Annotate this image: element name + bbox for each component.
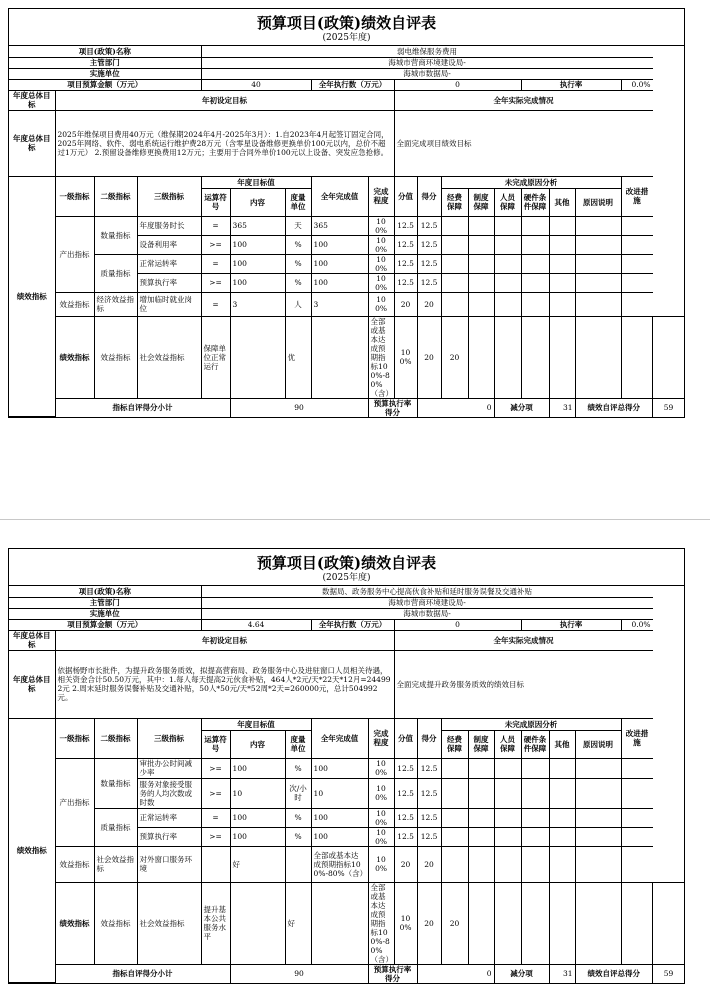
h-annual: 全年完成值: [311, 718, 368, 758]
project-name-label: 项目(政策)名称: [9, 46, 201, 57]
indicator-got: 20: [441, 316, 468, 398]
budget-value: 40: [201, 79, 311, 90]
h-score: 分值: [394, 176, 417, 216]
indicator-annual: 100: [311, 254, 368, 273]
budget-score-label: 预算执行率得分: [368, 964, 417, 983]
budget-label: 项目预算金额（万元）: [9, 619, 201, 630]
deduct-value: 31: [549, 964, 575, 983]
exec-label: 全年执行数（万元）: [311, 619, 394, 630]
indicator-annual: 100: [311, 758, 368, 778]
table-row: [9, 758, 684, 778]
project-name-label: 项目(政策)名称: [9, 586, 201, 597]
h-reason-hardware: 硬件条件保障: [521, 188, 549, 216]
output-label: 产出指标: [55, 758, 94, 846]
indicator-annual: 全部或基本达成预期指标100%-80%（含）: [368, 882, 394, 964]
indicator-unit: %: [285, 808, 311, 827]
h-level1: 一级指标: [55, 176, 94, 216]
h-level2: 二级指标: [94, 718, 137, 758]
h-op: 运算符号: [201, 188, 230, 216]
table-row: [9, 292, 684, 316]
indicator-score: 12.5: [394, 758, 417, 778]
exec-label: 全年执行数（万元）: [311, 79, 394, 90]
dept-value: 海城市营商环境建设局-: [201, 57, 652, 68]
actual-header: 全年实际完成情况: [394, 90, 652, 110]
h-reason-system: 制度保障: [468, 188, 494, 216]
evaluation-form-2: [8, 548, 685, 984]
rate-value: 0.0%: [621, 79, 652, 90]
plan-header: 年初设定目标: [55, 90, 394, 110]
perf-label: 绩效指标: [55, 882, 94, 964]
indicator-degree: 100%: [368, 216, 394, 235]
indicator-got: 12.5: [417, 273, 441, 292]
plan-text: 2025年维保项目费用40万元（维保期2024年4月-2025年3月）：1.自2023年4月起签订固定合同，2025年网络、软件、弱电系统运行维护费28万元（含零星设备维修更换单价100元以内，总价不超过1万元） 2.预留设备维修更换费用12万元；主要用于合同外单价100元以上设备、突发应急抢修。: [55, 110, 394, 176]
dept-label: 主管部门: [9, 57, 201, 68]
indicator-score: 20: [417, 316, 441, 398]
unit-label: 实施单位: [9, 68, 201, 79]
indicator-op: =: [201, 254, 230, 273]
evaluation-form-1: [8, 8, 685, 418]
goal-label: 年度总体目标: [9, 650, 55, 718]
indicator-degree: 100%: [368, 254, 394, 273]
indicator-unit: 天: [285, 216, 311, 235]
deduct-value: 31: [549, 398, 575, 417]
indicator-op: =: [201, 808, 230, 827]
indicator-degree: 100%: [394, 882, 417, 964]
indicator-annual: 10: [311, 778, 368, 808]
total-score-label: 绩效自评总得分: [575, 964, 652, 983]
unit-value: 海城市数据局-: [201, 608, 652, 619]
form-year: (2025年度): [9, 573, 684, 586]
indicator-annual: 100: [311, 235, 368, 254]
indicator-degree: 100%: [368, 778, 394, 808]
indicator-score: 12.5: [394, 273, 417, 292]
dept-label: 主管部门: [9, 597, 201, 608]
dept-value: 海城市营商环境建设局-: [201, 597, 652, 608]
indicator-unit: %: [285, 254, 311, 273]
actual-text: 全面完成提升政务服务质效的绩效目标: [394, 650, 652, 718]
indicator-got: 20: [441, 882, 468, 964]
indicator-content: 100: [230, 808, 285, 827]
indicator-got: 12.5: [417, 235, 441, 254]
indicator-got: 12.5: [417, 827, 441, 846]
budget-score-value: 0: [417, 398, 494, 417]
table-row: [9, 254, 684, 273]
benefit-label: 效益指标: [94, 316, 137, 398]
indicator-degree: 100%: [368, 808, 394, 827]
h-improve: 改进措施: [621, 718, 652, 758]
output-label: 产出指标: [55, 216, 94, 292]
indicator-annual: 100: [311, 808, 368, 827]
indicator-unit: [311, 316, 368, 398]
h-reason: 未完成原因分析: [441, 718, 621, 730]
h-unit: 度量单位: [285, 188, 311, 216]
indicator-op: [201, 846, 230, 882]
indicator-content: 好: [230, 846, 285, 882]
h-target: 年度目标值: [201, 718, 311, 730]
indicator-got: 12.5: [417, 758, 441, 778]
footer-row: [9, 964, 684, 983]
indicator-annual: 365: [311, 216, 368, 235]
indicator-score: 20: [394, 846, 417, 882]
project-name-value: 弱电维保服务费用: [201, 46, 652, 57]
indicator-degree: 100%: [368, 846, 394, 882]
h-reason-other: 其他: [549, 730, 575, 758]
h-content: 内容: [230, 188, 285, 216]
h-level2: 二级指标: [94, 176, 137, 216]
form-title: 预算项目(政策)绩效自评表: [256, 554, 437, 572]
indicator-score: 12.5: [394, 778, 417, 808]
qty-label: 数量指标: [94, 216, 137, 254]
h-improve: 改进措施: [621, 176, 652, 216]
indicator-annual: 100: [311, 827, 368, 846]
indicator-score: 20: [394, 292, 417, 316]
total-score-label: 绩效自评总得分: [575, 398, 652, 417]
budget-value: 4.64: [201, 619, 311, 630]
indicator-content: 365: [230, 216, 285, 235]
indicator-content: 优: [285, 316, 311, 398]
self-score-value: 90: [230, 398, 368, 417]
indicator-unit: %: [285, 273, 311, 292]
indicator-op: [230, 882, 285, 964]
h-reason-note: 原因说明: [575, 730, 621, 758]
rate-label: 执行率: [521, 79, 621, 90]
total-score-value: 59: [653, 964, 684, 983]
form-title: 预算项目(政策)绩效自评表: [256, 14, 437, 32]
h-reason-staff: 人员保障: [494, 188, 521, 216]
benefit-label: 效益指标: [55, 846, 94, 882]
table-row: [9, 808, 684, 827]
indicator-score: 20: [417, 882, 441, 964]
h-reason-funding: 经费保障: [441, 730, 468, 758]
indicator-content: 好: [285, 882, 311, 964]
h-reason-note: 原因说明: [575, 188, 621, 216]
indicator-score: 12.5: [394, 827, 417, 846]
indicator-unit: [285, 846, 311, 882]
indicator-got: 12.5: [417, 778, 441, 808]
indicator-content: 100: [230, 827, 285, 846]
plan-header: 年初设定目标: [55, 630, 394, 650]
indicator-op: =: [201, 292, 230, 316]
budget-label: 项目预算金额（万元）: [9, 79, 201, 90]
goal-label: 年度总体目标: [9, 630, 55, 650]
plan-text: 依据杨野市长批件，为提升政务服务质效，拟提高营商局、政务服务中心及进驻窗口人员相关待遇，相关资金合计50.50万元，其中：1.每人每天提高2元伙食补贴，464人*2元/天*22天*12月=244992元 2.周末延时服务误餐补贴及交通补贴，50人*50元/天*52周*2天=260000元，总计504992元。: [55, 650, 394, 718]
h-reason-system: 制度保障: [468, 730, 494, 758]
indicator-score: 12.5: [394, 254, 417, 273]
indicator-name: 提升基本公共服务水平: [201, 882, 230, 964]
actual-text: 全面完成项目绩效目标: [394, 110, 652, 176]
indicator-name: 对外窗口服务环境: [137, 846, 201, 882]
qty-label: 数量指标: [94, 758, 137, 808]
h-op: 运算符号: [201, 730, 230, 758]
indicator-name: 年度服务时长: [137, 216, 201, 235]
indicator-op: >=: [201, 778, 230, 808]
econ-label: 经济效益指标: [94, 292, 137, 316]
indicator-score: 12.5: [394, 216, 417, 235]
indicator-op: >=: [201, 758, 230, 778]
indicator-got: 12.5: [417, 254, 441, 273]
actual-header: 全年实际完成情况: [394, 630, 652, 650]
indicator-name: 预算执行率: [137, 273, 201, 292]
indicator-content: 100: [230, 235, 285, 254]
h-unit: 度量单位: [285, 730, 311, 758]
table-row: [9, 216, 684, 235]
deduct-label: 减分项: [494, 964, 549, 983]
h-content: 内容: [230, 730, 285, 758]
page-divider: [0, 519, 710, 520]
indicator-content: 3: [230, 292, 285, 316]
unit-label: 实施单位: [9, 608, 201, 619]
indicator-op: >=: [201, 235, 230, 254]
goal-label: 年度总体目标: [9, 110, 55, 176]
budget-score-value: 0: [417, 964, 494, 983]
self-score-label: 指标自评得分小计: [55, 964, 230, 983]
h-got: 得分: [417, 718, 441, 758]
indicator-unit: 次/小时: [285, 778, 311, 808]
indicator-got: 12.5: [417, 216, 441, 235]
indicator-degree: 100%: [368, 758, 394, 778]
h-reason: 未完成原因分析: [441, 176, 621, 188]
h-level3: 三级指标: [137, 176, 201, 216]
deduct-label: 减分项: [494, 398, 549, 417]
indicator-unit: %: [285, 827, 311, 846]
indicator-got: 20: [417, 846, 441, 882]
indicator-annual: 全部或基本达成预期指标100%-80%（含）: [311, 846, 368, 882]
h-reason-other: 其他: [549, 188, 575, 216]
indicator-got: 12.5: [417, 808, 441, 827]
econ-label: 社会效益指标: [94, 846, 137, 882]
indicator-degree: 100%: [368, 273, 394, 292]
rate-label: 执行率: [521, 619, 621, 630]
indicator-name: 正常运转率: [137, 808, 201, 827]
social-label: 社会效益指标: [137, 316, 201, 398]
goal-label: 年度总体目标: [9, 90, 55, 110]
indicator-unit: [311, 882, 368, 964]
indicator-annual: 3: [311, 292, 368, 316]
benefit-label: 效益指标: [55, 292, 94, 316]
indicator-content: 100: [230, 254, 285, 273]
h-degree: 完成程度: [368, 176, 394, 216]
indicator-annual: 全部或基本达成预期指标100%-80%（含）: [368, 316, 394, 398]
indicator-degree: 100%: [368, 827, 394, 846]
form-table: [9, 586, 684, 983]
indicator-unit: %: [285, 758, 311, 778]
indicator-content: 10: [230, 778, 285, 808]
exec-value: 0: [394, 619, 521, 630]
indicator-name: 预算执行率: [137, 827, 201, 846]
table-row: [9, 882, 684, 964]
h-reason-staff: 人员保障: [494, 730, 521, 758]
indicator-op: >=: [201, 827, 230, 846]
indicator-got: 20: [417, 292, 441, 316]
h-reason-hardware: 硬件条件保障: [521, 730, 549, 758]
indicator-content: 100: [230, 758, 285, 778]
h-target: 年度目标值: [201, 176, 311, 188]
indicator-score: 12.5: [394, 235, 417, 254]
indicator-name: 设备利用率: [137, 235, 201, 254]
indicator-name: 审批办公时间减少率: [137, 758, 201, 778]
indicator-name: 保障单位正常运行: [201, 316, 230, 398]
budget-score-label: 预算执行率得分: [368, 398, 417, 417]
h-level3: 三级指标: [137, 718, 201, 758]
indicator-op: =: [201, 216, 230, 235]
project-name-value: 数据局、政务服务中心提高伙食补贴和延时服务误餐及交通补贴: [201, 586, 652, 597]
indicator-op: >=: [201, 273, 230, 292]
form-year: (2025年度): [9, 33, 684, 46]
qual-label: 质量指标: [94, 254, 137, 292]
indicator-unit: 人: [285, 292, 311, 316]
indicator-op: [230, 316, 285, 398]
exec-value: 0: [394, 79, 521, 90]
indicator-content: 100: [230, 273, 285, 292]
perf-label: 绩效指标: [55, 316, 94, 398]
social-label: 社会效益指标: [137, 882, 201, 964]
table-row: [9, 316, 684, 398]
indicator-degree: 100%: [368, 292, 394, 316]
h-score: 分值: [394, 718, 417, 758]
self-score-value: 90: [230, 964, 368, 983]
h-level1: 一级指标: [55, 718, 94, 758]
indicator-name: 正常运转率: [137, 254, 201, 273]
total-score-value: 59: [653, 398, 684, 417]
h-annual: 全年完成值: [311, 176, 368, 216]
h-got: 得分: [417, 176, 441, 216]
rate-value: 0.0%: [621, 619, 652, 630]
perf-label: 绩效指标: [9, 718, 55, 983]
unit-value: 海城市数据局-: [201, 68, 652, 79]
indicator-name: 服务对象接受服务的人均次数或时数: [137, 778, 201, 808]
perf-label: 绩效指标: [9, 176, 55, 417]
form-table: [9, 46, 684, 417]
indicator-name: 增加临时就业岗位: [137, 292, 201, 316]
footer-row: [9, 398, 684, 417]
self-score-label: 指标自评得分小计: [55, 398, 230, 417]
h-reason-funding: 经费保障: [441, 188, 468, 216]
indicator-annual: 100: [311, 273, 368, 292]
qual-label: 质量指标: [94, 808, 137, 846]
table-row: [9, 846, 684, 882]
indicator-degree: 100%: [368, 235, 394, 254]
h-degree: 完成程度: [368, 718, 394, 758]
indicator-unit: %: [285, 235, 311, 254]
indicator-score: 12.5: [394, 808, 417, 827]
indicator-degree: 100%: [394, 316, 417, 398]
benefit-label: 效益指标: [94, 882, 137, 964]
